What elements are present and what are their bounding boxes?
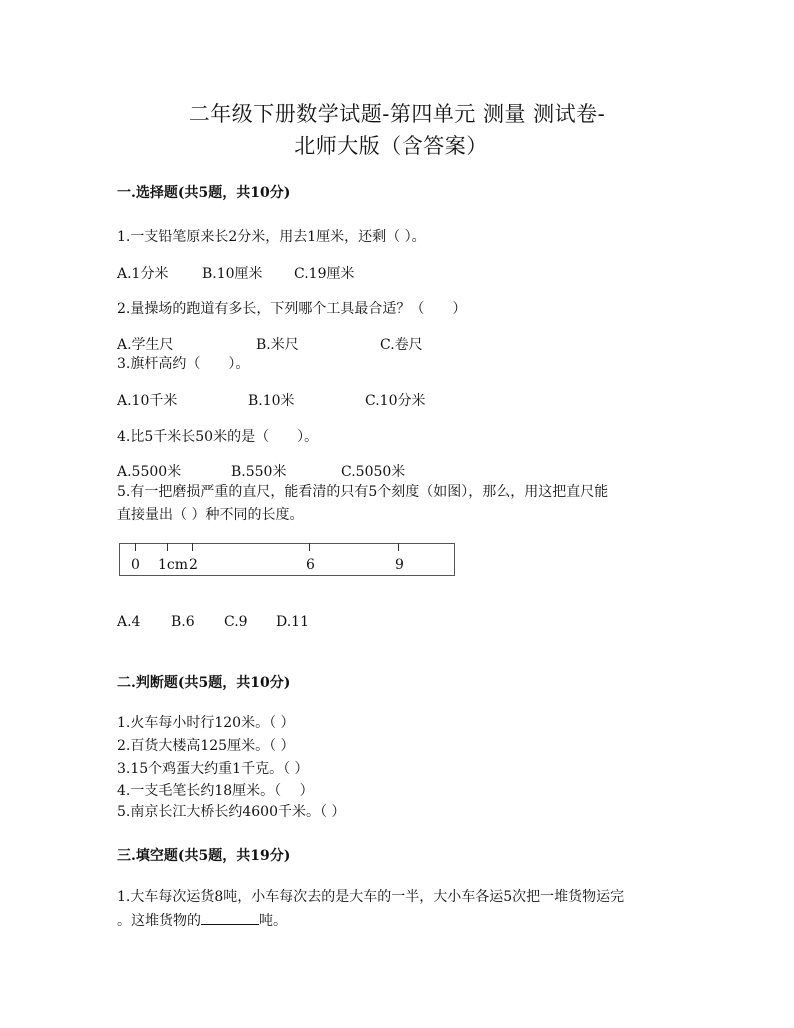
ruler-tick: [398, 543, 399, 551]
ruler-label-1cm: 1cm: [158, 557, 189, 573]
q3-option-c: C.10分米: [365, 393, 426, 409]
fill-q1-line1: 1.大车每次运货8吨，小车每次去的是大车的一半，大小车各运5次把一堆货物运完: [117, 889, 625, 905]
q1-option-b: B.10厘米: [202, 266, 263, 282]
document-title-line1: 二年级下册数学试题-第四单元 测量 测试卷-: [188, 102, 606, 126]
q2-option-a: A.学生尺: [117, 337, 174, 353]
q1-option-c: C.19厘米: [294, 266, 355, 282]
ruler-tick: [135, 543, 136, 551]
judge-item: 4.一支毛笔长约18厘米。（ ）: [117, 783, 314, 799]
q5-option-a: A.4: [117, 614, 141, 630]
q5-option-b: B.6: [171, 614, 195, 630]
q2-option-c: C.卷尺: [380, 337, 423, 353]
q4-option-b: B.550米: [231, 464, 287, 480]
q3-text: 3.旗杆高约（ ）。: [117, 356, 250, 372]
q4-option-a: A.5500米: [117, 464, 182, 480]
judge-item: 2.百货大楼高125厘米。（ ）: [117, 738, 295, 754]
judge-item: 5.南京长江大桥长约4600千米。（ ）: [117, 804, 346, 820]
ruler-label-6: 6: [306, 557, 315, 573]
q5-option-c: C.9: [224, 614, 248, 630]
judge-item: 3.15个鸡蛋大约重1千克。（ ）: [117, 761, 309, 777]
ruler-tick: [192, 543, 193, 551]
section1-heading: 一.选择题(共5题，共10分): [117, 185, 291, 201]
fill-q1-prefix: 。这堆货物的: [117, 913, 201, 929]
q3-option-b: B.10米: [248, 393, 295, 409]
q4-option-c: C.5050米: [341, 464, 406, 480]
q3-option-a: A.10千米: [117, 393, 178, 409]
q5-text-line1: 5.有一把磨损严重的直尺，能看清的只有5个刻度（如图），那么，用这把直尺能: [117, 484, 609, 500]
fill-q1-suffix: 吨。: [259, 913, 287, 929]
q2-option-b: B.米尺: [256, 337, 299, 353]
document-title-line2: 北师大版（含答案）: [294, 134, 488, 158]
ruler-label-2: 2: [189, 557, 198, 573]
q5-option-d: D.11: [276, 614, 309, 630]
ruler-tick: [309, 543, 310, 551]
ruler-tick: [167, 543, 168, 551]
q1-text: 1.一支铅笔原来长2分米，用去1厘米，还剩（ ）。: [117, 229, 426, 245]
section3-heading: 三.填空题(共5题，共19分): [117, 848, 291, 864]
q4-text: 4.比5千米长50米的是（ ）。: [117, 429, 319, 445]
q2-text: 2.量操场的跑道有多长，下列哪个工具最合适？（ ）: [117, 301, 467, 317]
answer-blank[interactable]: [201, 912, 259, 925]
ruler-label-9: 9: [395, 557, 404, 573]
q5-text-line2: 直接量出（ ）种不同的长度。: [117, 507, 304, 523]
judge-item: 1.火车每小时行120米。（ ）: [117, 715, 295, 731]
fill-q1-line2: [117, 910, 287, 930]
section2-heading: 二.判断题(共5题，共10分): [117, 675, 291, 691]
ruler-figure: [119, 543, 455, 576]
q1-option-a: A.1分米: [117, 266, 169, 282]
ruler-label-0: 0: [131, 557, 140, 573]
